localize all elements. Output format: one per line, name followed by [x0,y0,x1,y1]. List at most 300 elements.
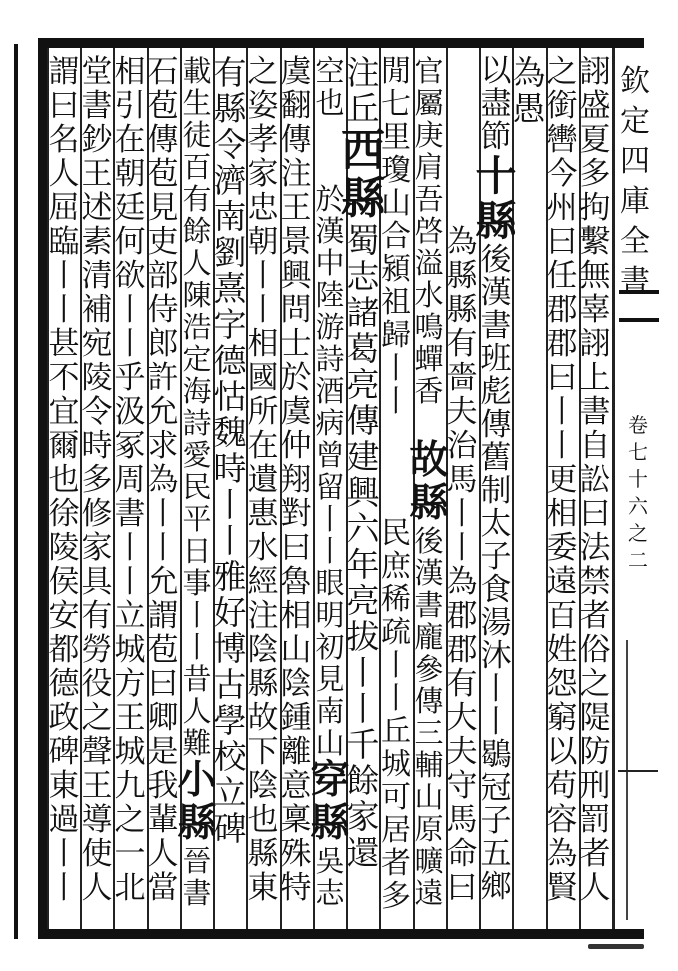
text-char: 居 [381,813,411,848]
text-char: 好 [213,593,247,632]
text-char: 眼 [315,566,345,600]
text-char: 詩 [182,406,212,440]
text-char: 立 [114,598,146,634]
text-char: 王 [114,700,146,736]
text-char: 志 [315,876,345,910]
text-char: 徐 [48,496,80,532]
text-char: 方 [114,666,146,702]
text-char: 愚 [512,89,546,128]
text-char: 七 [381,87,411,122]
text-char: 縣 [247,836,279,872]
text-char: 合 [381,219,411,254]
text-char: 曠 [414,844,444,878]
text-char: 人 [182,246,212,280]
text-char: 郡 [446,598,478,634]
text-char: 有 [213,55,247,92]
text-char: 城 [381,747,411,782]
margin-title-char: 定 [620,104,650,139]
text-char: 縣 [213,89,247,128]
text-char: 古 [213,665,247,704]
text-char: 於 [280,360,312,396]
text-char: 防 [579,734,611,770]
text-char: 銜 [546,88,578,124]
text-char: 乎 [114,360,146,396]
text-char: 馬 [446,462,478,498]
text-char: 見 [147,190,179,226]
text-char: 魏 [213,413,247,452]
text-char: 浩 [182,310,212,344]
text-char: 興 [346,473,380,512]
text-char: 輔 [414,748,444,782]
text-char: 問 [280,292,312,328]
text-char: 欲 [114,258,146,294]
text-char: 勞 [81,632,113,668]
text-char: 虞 [280,394,312,430]
text-char: 興 [280,258,312,294]
text-char: 明 [315,598,345,632]
text-char: 轡 [546,122,578,158]
text-char: 陵 [81,360,113,396]
text-char: 庶 [381,549,411,584]
text-char: 北 [114,870,146,906]
entry-heading-char: 穿 [310,757,350,803]
text-char: 有 [446,326,478,362]
text-char: 水 [247,530,279,566]
frame-bottom-border [38,929,644,939]
text-char: 愛 [182,438,212,472]
text-char: 原 [414,812,444,846]
text-char: 丨 [48,292,80,328]
text-char: 三 [414,716,444,750]
text-char: 郡 [446,632,478,668]
text-char: 冢 [114,428,146,464]
text-char: 彪 [480,374,512,410]
text-char: 更 [546,462,578,498]
text-char: 役 [81,666,113,702]
text-char: 年 [346,545,380,584]
margin-rule [613,48,615,929]
text-char: 一 [114,836,146,872]
text-char: 罰 [579,802,611,838]
text-char: 山 [381,186,411,221]
text-char: 周 [114,462,146,498]
text-column [38,55,90,927]
text-char: 九 [114,768,146,804]
page-edge-line [14,44,18,939]
text-char: 葛 [346,329,380,368]
entry-heading-char: 縣 [177,800,217,846]
text-char: 碑 [213,809,247,848]
text-char: 遺 [247,462,279,498]
text-char: 山 [280,632,312,668]
text-char: 碑 [48,734,80,770]
text-char: 遠 [546,564,578,600]
text-char: 陰 [247,632,279,668]
text-char: 曾 [315,438,345,472]
text-char: 書 [579,394,611,430]
text-char: 百 [182,150,212,184]
text-char: 是 [147,734,179,770]
text-char: 為 [446,564,478,600]
text-char: 隄 [579,700,611,736]
text-char: 無 [579,258,611,294]
text-char: 朝 [247,224,279,260]
text-char: 書 [182,876,212,910]
entry-heading-char: 十 [475,152,517,200]
text-char: 不 [48,360,80,396]
text-char: 平 [182,502,212,536]
text-char: 後 [414,524,444,558]
text-char: 南 [315,694,345,728]
text-char: 官 [414,55,444,88]
text-char: 丨 [346,653,380,692]
text-char: 人 [182,694,212,728]
text-char: 食 [480,572,512,608]
entry-heading-char: 縣 [475,197,517,245]
text-char: 也 [48,462,80,498]
text-char: 志 [346,257,380,296]
text-char: 之 [579,666,611,702]
text-char: 東 [247,870,279,906]
text-char: 侍 [147,292,179,328]
text-char: 立 [213,773,247,812]
text-char: 丨 [381,648,411,683]
text-char: 人 [48,156,80,192]
text-char: 傳 [147,122,179,158]
text-char: 以 [480,55,512,89]
text-char: 疏 [381,615,411,650]
text-char: 輩 [147,802,179,838]
text-char: 特 [280,870,312,906]
text-char: 游 [315,310,345,344]
text-char: 我 [147,768,179,804]
text-char: 之 [247,55,279,90]
text-char: 引 [114,88,146,124]
text-char: 曰 [546,224,578,260]
text-char: 舊 [480,440,512,476]
text-char: 曰 [546,360,578,396]
text-char: 之 [114,802,146,838]
text-char: 晉 [182,844,212,878]
text-char: 離 [280,734,312,770]
text-char: 丨 [114,530,146,566]
text-char: 今 [546,156,578,192]
text-char: 允 [147,394,179,430]
text-char: 丨 [381,384,411,419]
text-char: 時 [213,449,247,488]
margin-volume-char: 六 [628,494,648,518]
margin-title-char: 欽 [620,64,650,99]
text-char: 夫 [446,734,478,770]
text-char: 相 [114,55,146,90]
text-char: 馬 [446,802,478,838]
text-char: 所 [247,394,279,430]
text-char: 陸 [315,278,345,312]
text-char: 窮 [546,700,578,736]
text-char: 何 [114,224,146,260]
text-char: 學 [213,701,247,740]
text-char: 繫 [579,224,611,260]
text-char: 可 [381,780,411,815]
text-char: 當 [147,870,179,906]
text-char: 人 [147,836,179,872]
text-char: 瓊 [381,153,411,188]
text-char: 五 [480,836,512,872]
text-char: 丨 [315,534,345,568]
text-char: 肩 [414,150,444,184]
text-char: 曰 [280,530,312,566]
text-char: 家 [346,797,380,836]
text-char: 容 [546,802,578,838]
text-char: 禁 [579,564,611,600]
text-char: 國 [247,360,279,396]
text-char: 賢 [546,870,578,906]
text-char: 蟬 [414,342,444,376]
text-char: 於 [315,182,345,216]
text-char: 為 [147,462,179,498]
text-char: 事 [182,566,212,600]
text-char: 刑 [579,768,611,804]
text-char: 仲 [280,428,312,464]
text-char: 詡 [579,55,611,90]
text-char: 丨 [147,530,179,566]
text-char: 還 [346,833,380,872]
margin-title-char: 四 [620,144,650,179]
text-char: 初 [315,630,345,664]
text-char: 經 [247,564,279,600]
text-char: 亮 [346,365,380,404]
text-char: 曰 [48,88,80,124]
text-char: 訟 [579,462,611,498]
text-char: 丨 [114,326,146,362]
text-char: 徒 [182,118,212,152]
text-char: 在 [114,122,146,158]
text-char: 爾 [48,428,80,464]
text-char: 述 [81,190,113,226]
text-char: 見 [315,662,345,696]
text-char: 人 [579,870,611,906]
text-char: 丨 [446,530,478,566]
text-char: 注 [280,156,312,192]
text-char: 相 [247,326,279,362]
text-char: 姿 [247,88,279,124]
text-char: 曰 [579,496,611,532]
text-char: 蜀 [346,221,380,260]
text-char: 王 [280,190,312,226]
text-char: 東 [48,768,80,804]
text-char: 鳴 [414,310,444,344]
text-char: 中 [315,246,345,280]
text-char: 縣 [446,292,478,328]
text-char: 家 [81,530,113,566]
margin-title-char: 全 [620,224,650,259]
text-char: 啓 [414,214,444,248]
text-char: 丨 [346,689,380,728]
text-char: 遠 [414,876,444,910]
text-char: 怨 [546,666,578,702]
text-char: 丨 [381,681,411,716]
text-char: 漢 [414,556,444,590]
text-char: 南 [213,197,247,236]
text-char: 意 [280,768,312,804]
text-char: 大 [446,700,478,736]
text-char: 丨 [213,485,247,524]
text-char: 縣 [446,258,478,294]
text-char: 注 [247,598,279,634]
text-char: 濟 [213,161,247,200]
text-char: 有 [446,666,478,702]
text-char: 辜 [579,292,611,328]
text-char: 孝 [247,122,279,158]
text-char: 故 [247,700,279,736]
text-char: 丨 [546,428,578,464]
text-char: 以 [546,734,578,770]
text-char: 制 [480,473,512,509]
text-char: 書 [81,88,113,124]
text-char: 都 [48,632,80,668]
text-char: 者 [579,836,611,872]
text-char: 令 [81,394,113,430]
text-char: 委 [546,530,578,566]
text-char: 班 [480,341,512,377]
text-char: 百 [546,598,578,634]
text-char: 也 [315,86,345,120]
text-char: 怙 [213,377,247,416]
text-char: 名 [48,122,80,158]
text-char: 嗇 [446,360,478,396]
text-char: 子 [480,539,512,575]
margin-volume-char: 十 [628,467,648,491]
entry-heading-char: 故 [409,437,449,483]
text-char: 冠 [480,770,512,806]
text-char: 病 [315,406,345,440]
text-char: 夏 [579,122,611,158]
text-char: 傳 [414,684,444,718]
text-char: 書 [414,588,444,622]
text-char: 謂 [147,598,179,634]
text-char: 難 [182,726,212,760]
text-char: 丨 [48,258,80,294]
text-char: 稟 [280,802,312,838]
text-char: 字 [213,305,247,344]
text-char: 餘 [182,214,212,248]
text-char: 也 [247,802,279,838]
text-char: 王 [81,156,113,192]
text-char: 之 [546,55,578,90]
entry-heading-char: 西 [341,125,385,176]
text-char: 汲 [114,394,146,430]
text-char: 對 [280,496,312,532]
text-char: 鍾 [280,700,312,736]
text-char: 拔 [346,617,380,656]
text-char: 夫 [446,394,478,430]
text-char: 千 [346,725,380,764]
text-char: 忠 [247,190,279,226]
text-char: 翻 [280,88,312,124]
text-char: 陵 [48,530,80,566]
text-char: 導 [81,802,113,838]
text-char: 山 [414,780,444,814]
text-char: 苞 [147,632,179,668]
text-char: 部 [147,258,179,294]
text-char: 書 [480,308,512,344]
text-char: 校 [213,737,247,776]
text-char: 六 [346,509,380,548]
text-char: 諸 [346,293,380,332]
text-char: 閒 [381,55,411,89]
text-char: 吾 [414,182,444,216]
text-char: 龐 [414,620,444,654]
text-char: 稀 [381,582,411,617]
text-char: 陳 [182,278,212,312]
text-char: 鶡 [480,737,512,773]
text-char: 劉 [213,233,247,272]
text-char: 補 [81,292,113,328]
text-char: 溢 [414,246,444,280]
text-char: 曰 [147,666,179,702]
text-char: 吳 [315,844,345,878]
text-char: 多 [381,879,411,914]
text-char: 之 [81,700,113,736]
text-char: 水 [414,278,444,312]
text-char: 載 [182,55,212,88]
text-char: 漢 [480,275,512,311]
text-char: 陰 [280,666,312,702]
text-char: 詡 [579,326,611,362]
text-char: 許 [147,360,179,396]
text-char: 者 [579,598,611,634]
text-char: 里 [381,120,411,155]
text-char: 過 [48,802,80,838]
text-char: 郎 [147,326,179,362]
text-char: 求 [147,428,179,464]
text-char: 卿 [147,700,179,736]
margin-title-char: 庫 [620,184,650,219]
text-char: 傳 [346,401,380,440]
margin-guide-line [626,640,628,920]
entry-heading-char: 縣 [341,173,385,224]
text-char: 苞 [147,156,179,192]
text-char: 盡 [480,86,512,122]
text-char: 漢 [315,214,345,248]
margin-title-char: 書 [620,264,650,299]
text-char: 生 [182,86,212,120]
text-char: 姓 [546,632,578,668]
margin-volume-char: 卷 [628,413,648,437]
text-char: 殊 [280,836,312,872]
text-char: 為 [446,224,478,260]
text-char: 德 [48,666,80,702]
text-char: 清 [81,258,113,294]
text-char: 日 [182,534,212,568]
text-char: 酒 [315,374,345,408]
text-char: 丨 [213,521,247,560]
text-char: 屬 [414,86,444,120]
text-char: 令 [213,125,247,164]
margin-volume-label [626,412,650,574]
text-char: 任 [546,258,578,294]
text-char: 使 [81,836,113,872]
fishtail-mark [619,290,659,322]
text-char: 王 [81,768,113,804]
text-char: 具 [81,564,113,600]
text-char: 德 [213,341,247,380]
text-char: 丘 [346,89,380,128]
text-char: 丨 [247,258,279,294]
text-char: 空 [315,55,345,88]
text-char: 海 [182,374,212,408]
text-char: 傳 [480,407,512,443]
